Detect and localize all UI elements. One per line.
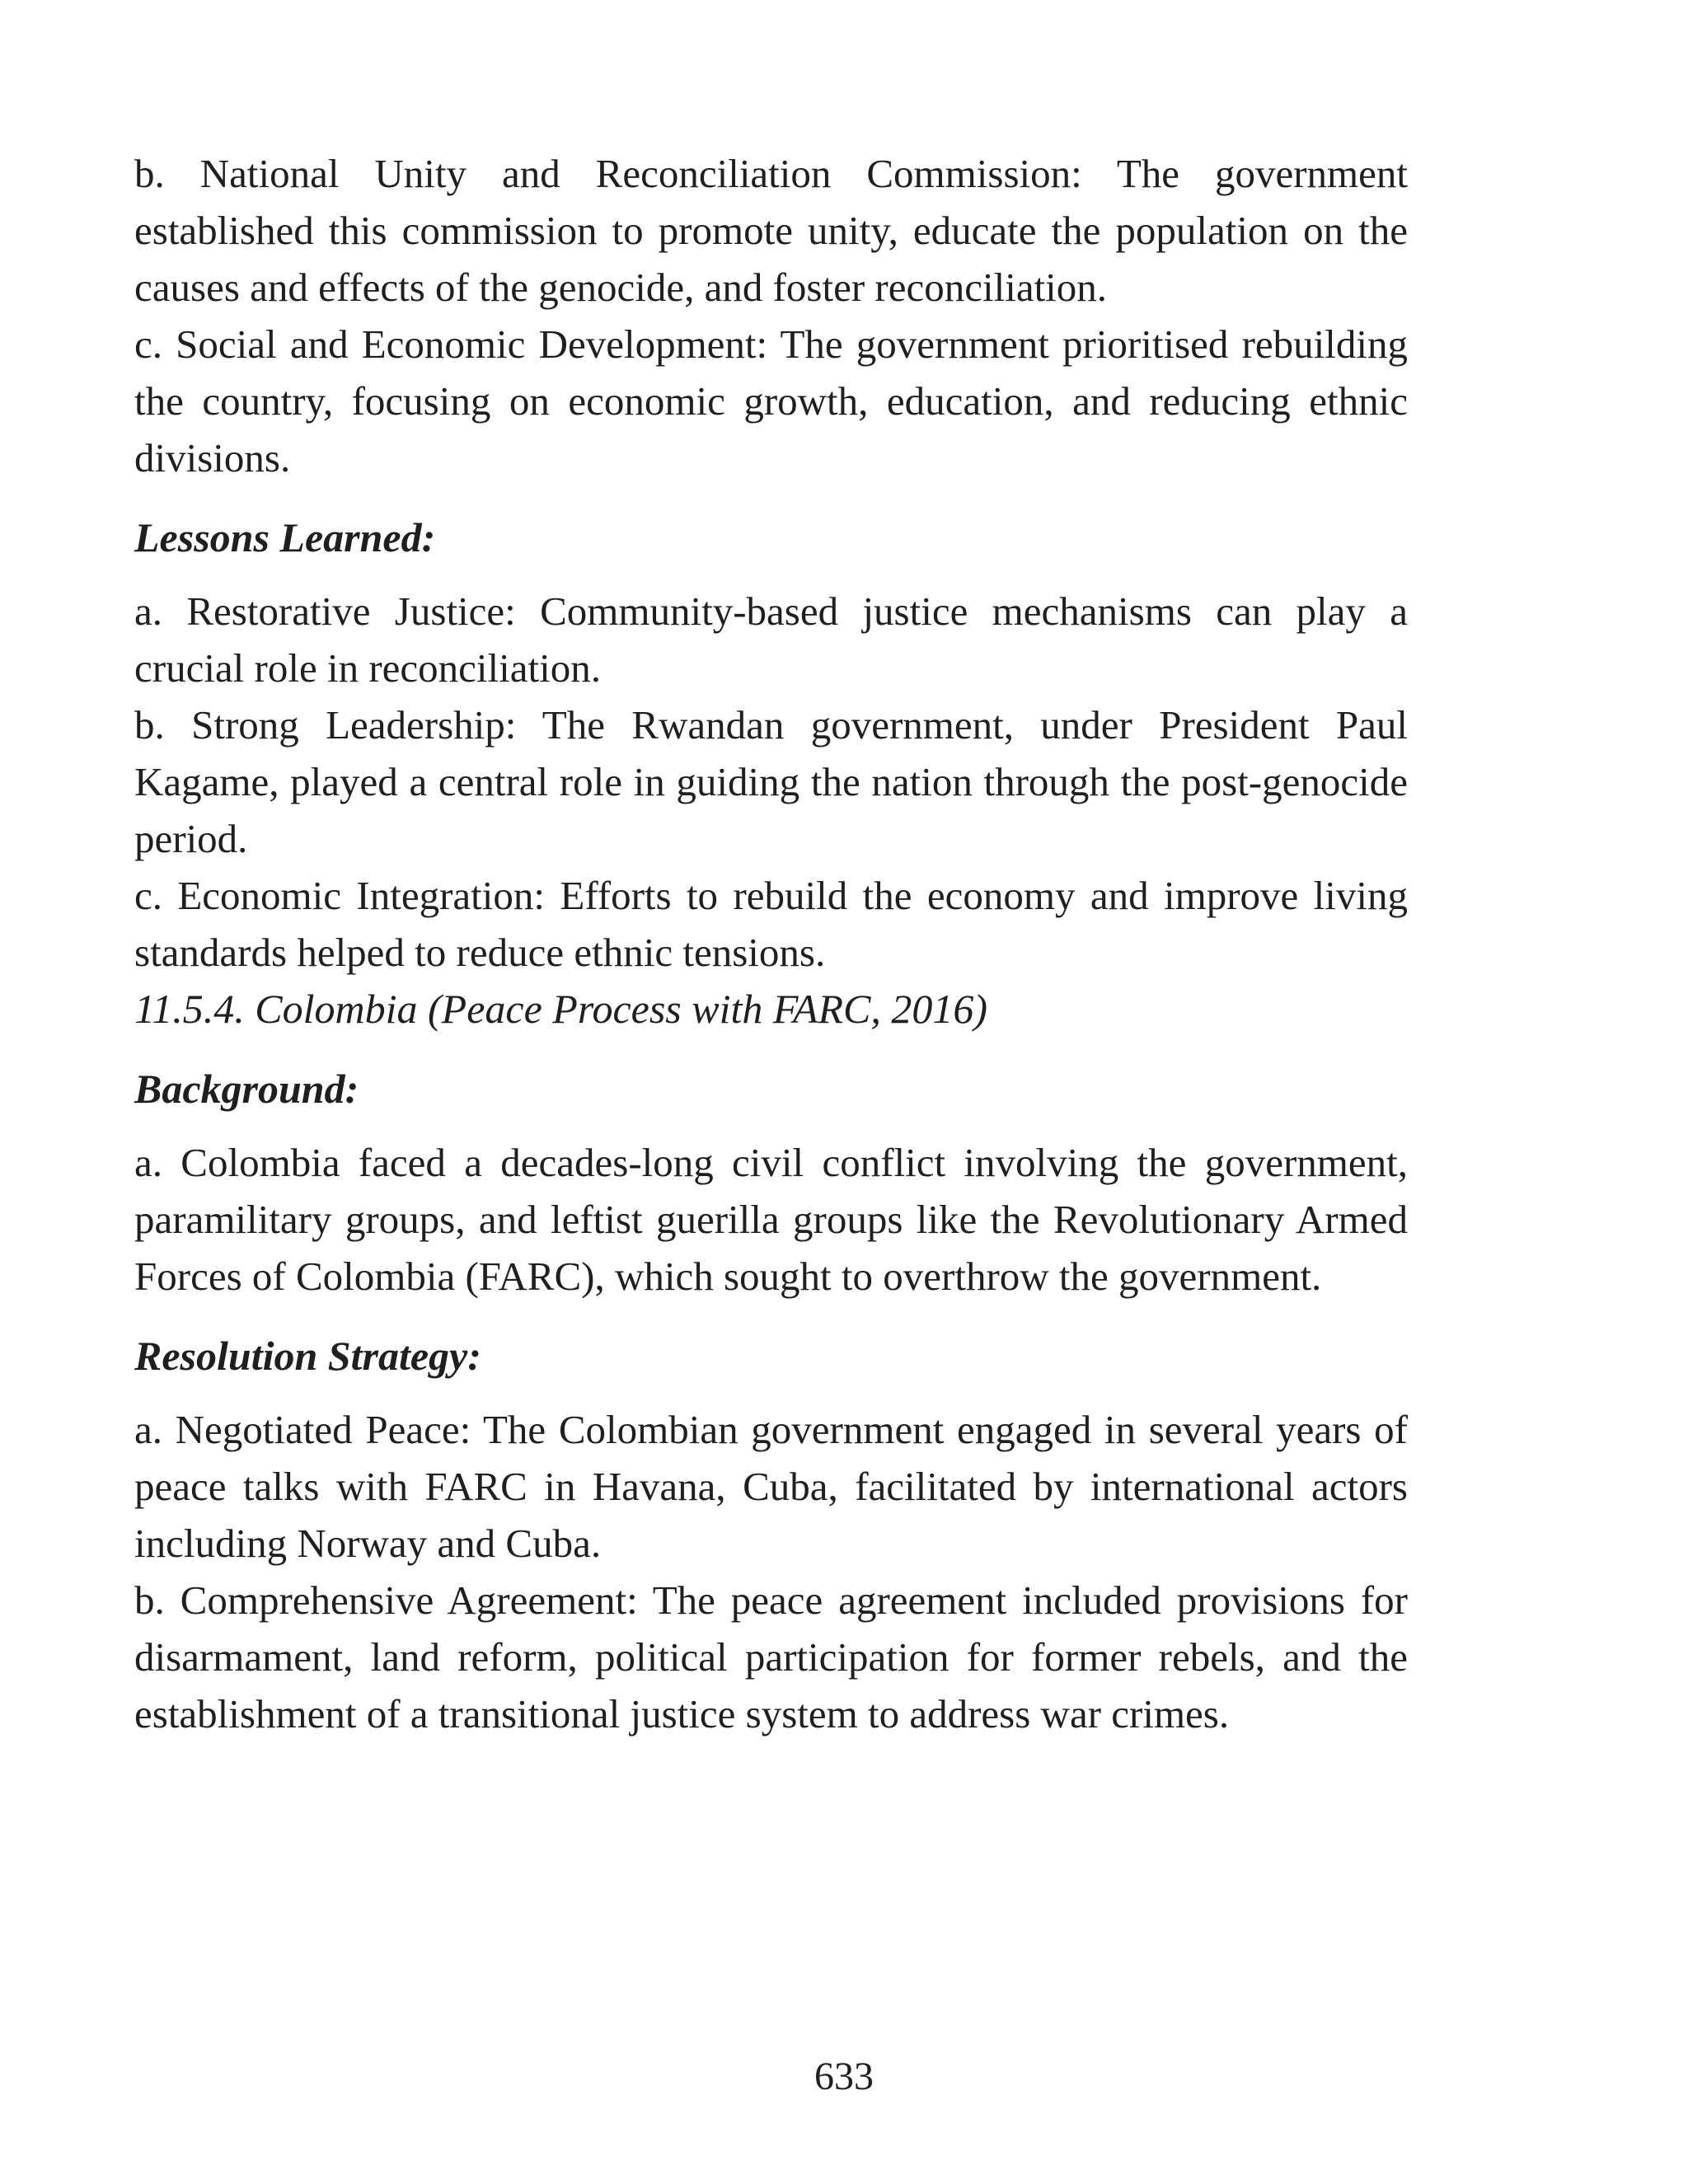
section-title-colombia: 11.5.4. Colombia (Peace Process with FARC, 2016) [134,986,988,1032]
resolution-negotiated-peace: a. Negotiated Peace: The Colombian government engaged in several years of peace talks with FARC in Havana, Cuba, facilitated by international actors including Norway and Cuba. [134,1407,1408,1566]
heading-resolution-strategy: Resolution Strategy: [134,1333,481,1379]
lesson-economic-integration: c. Economic Integration: Efforts to rebuild the economy and improve living standards helped to reduce ethnic tensions. [134,873,1408,975]
page-number: 633 [814,2055,874,2098]
heading-lessons-learned: Lessons Learned: [134,514,436,560]
page-content [134,145,1408,1742]
lesson-strong-leadership: b. Strong Leadership: The Rwandan government, under President Paul Kagame, played a central role in guiding the nation through the post-genocide period. [134,702,1408,861]
lesson-restorative-justice: a. Restorative Justice: Community-based justice mechanisms can play a crucial role in reconciliation. [134,588,1408,691]
paragraph-national-unity-commission: b. National Unity and Reconciliation Commission: The government established this commission to promote unity, educate the population on the causes and effects of the genocide, and foster reconciliation. [134,151,1408,310]
resolution-comprehensive-agreement: b. Comprehensive Agreement: The peace agreement included provisions for disarmament, land reform, political participation for former rebels, and the establishment of a transitional justice system to address war crimes. [134,1577,1408,1736]
heading-background: Background: [134,1066,359,1112]
paragraph-social-economic-development: c. Social and Economic Development: The government prioritised rebuilding the country, focusing on economic growth, education, and reducing ethnic divisions. [134,321,1408,480]
background-colombia-conflict: a. Colombia faced a decades-long civil conflict involving the government, paramilitary groups, and leftist guerilla groups like the Revolutionary Armed Forces of Colombia (FARC), which sought to overthrow the government. [134,1140,1408,1299]
